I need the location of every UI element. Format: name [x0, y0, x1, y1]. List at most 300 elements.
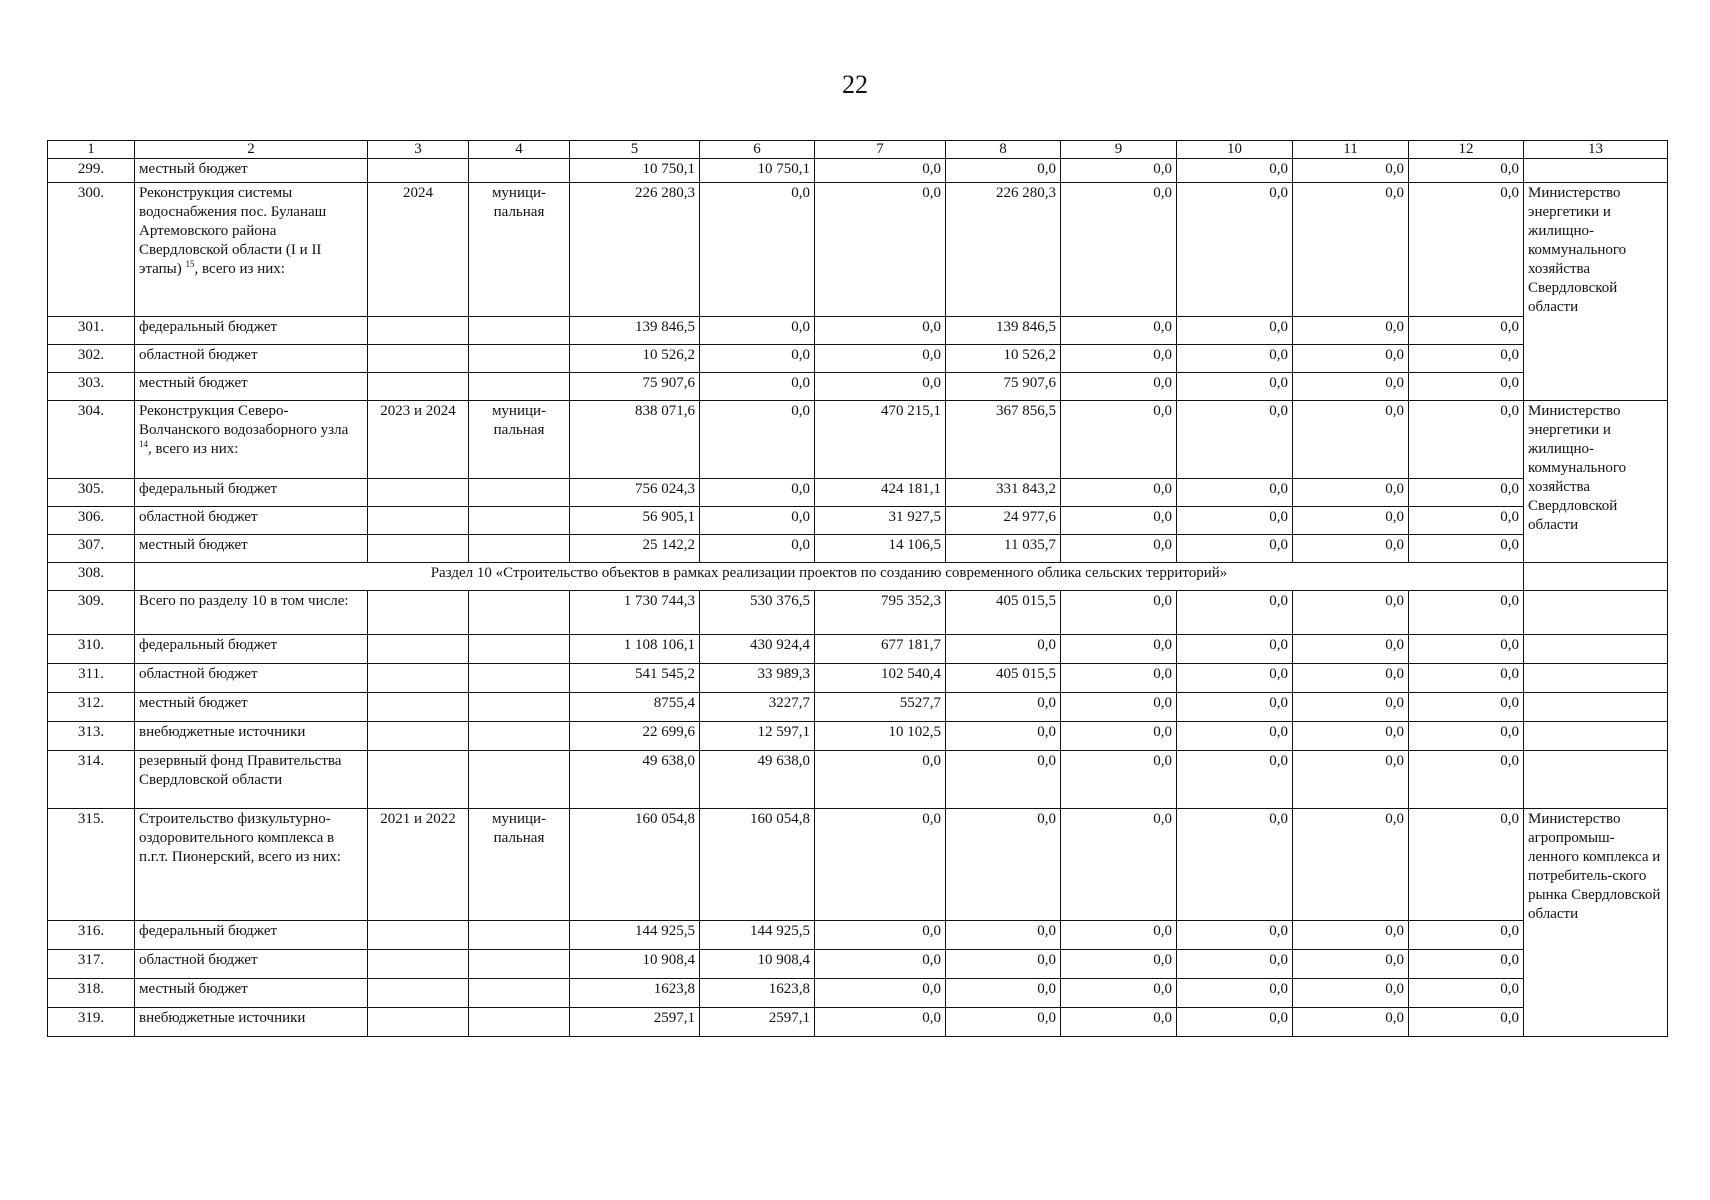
value-col-9: 0,0	[1061, 345, 1177, 373]
value-col-9: 0,0	[1061, 591, 1177, 635]
ownership-cell	[469, 345, 570, 373]
footnote-ref: 15	[185, 259, 195, 269]
value-col-5: 10 750,1	[570, 159, 700, 183]
table-row	[48, 345, 1668, 373]
value-col-12: 0,0	[1409, 809, 1524, 921]
row-number: 305.	[48, 479, 135, 507]
value-col-7: 0,0	[815, 159, 946, 183]
period-cell	[368, 373, 469, 401]
column-number: 5	[570, 141, 700, 159]
empty-cell	[1524, 159, 1668, 183]
period-cell	[368, 635, 469, 664]
item-name	[135, 950, 368, 979]
ownership-cell: муници-пальная	[469, 809, 570, 921]
value-col-9: 0,0	[1061, 722, 1177, 751]
value-col-8: 0,0	[946, 722, 1061, 751]
value-col-11: 0,0	[1293, 183, 1409, 317]
empty-cell	[1524, 635, 1668, 664]
value-col-9: 0,0	[1061, 535, 1177, 563]
value-col-9: 0,0	[1061, 751, 1177, 809]
value-col-9: 0,0	[1061, 401, 1177, 479]
value-col-9: 0,0	[1061, 479, 1177, 507]
value-col-7: 5527,7	[815, 693, 946, 722]
table-row	[48, 159, 1668, 183]
value-col-9: 0,0	[1061, 921, 1177, 950]
table-row	[48, 1008, 1668, 1037]
table-row	[48, 479, 1668, 507]
row-number: 306.	[48, 507, 135, 535]
value-col-11: 0,0	[1293, 1008, 1409, 1037]
row-number: 316.	[48, 921, 135, 950]
column-number: 13	[1524, 141, 1668, 159]
value-col-10: 0,0	[1177, 591, 1293, 635]
item-name	[135, 635, 368, 664]
value-col-8: 11 035,7	[946, 535, 1061, 563]
value-col-9: 0,0	[1061, 183, 1177, 317]
value-col-10: 0,0	[1177, 345, 1293, 373]
value-col-7: 10 102,5	[815, 722, 946, 751]
period-cell	[368, 693, 469, 722]
item-name-tail: , всего из них:	[148, 441, 239, 457]
value-col-5: 1 730 744,3	[570, 591, 700, 635]
value-col-9: 0,0	[1061, 1008, 1177, 1037]
value-col-10: 0,0	[1177, 1008, 1293, 1037]
value-col-11: 0,0	[1293, 722, 1409, 751]
item-name-text: федеральный бюджет	[139, 319, 278, 335]
value-col-5: 75 907,6	[570, 373, 700, 401]
value-col-6: 530 376,5	[700, 591, 815, 635]
ownership-cell	[469, 693, 570, 722]
item-name	[135, 722, 368, 751]
value-col-5: 22 699,6	[570, 722, 700, 751]
ownership-cell	[469, 950, 570, 979]
table-row	[48, 401, 1668, 479]
value-col-8: 0,0	[946, 921, 1061, 950]
table-row	[48, 693, 1668, 722]
table-row	[48, 535, 1668, 563]
empty-cell	[1524, 693, 1668, 722]
value-col-10: 0,0	[1177, 507, 1293, 535]
value-col-7: 424 181,1	[815, 479, 946, 507]
value-col-11: 0,0	[1293, 373, 1409, 401]
row-number: 309.	[48, 591, 135, 635]
value-col-11: 0,0	[1293, 693, 1409, 722]
value-col-10: 0,0	[1177, 809, 1293, 921]
period-cell	[368, 979, 469, 1008]
value-col-11: 0,0	[1293, 950, 1409, 979]
value-col-7: 0,0	[815, 183, 946, 317]
value-col-6: 0,0	[700, 401, 815, 479]
row-number: 303.	[48, 373, 135, 401]
value-col-6: 0,0	[700, 317, 815, 345]
value-col-12: 0,0	[1409, 159, 1524, 183]
table-row	[48, 809, 1668, 921]
responsible-ministry: Министерство агропромыш-ленного комплекса и потребитель-ского рынка Свердловской области	[1524, 809, 1668, 1037]
value-col-6: 10 908,4	[700, 950, 815, 979]
value-col-10: 0,0	[1177, 159, 1293, 183]
row-number: 312.	[48, 693, 135, 722]
empty-cell	[1524, 664, 1668, 693]
value-col-5: 838 071,6	[570, 401, 700, 479]
value-col-11: 0,0	[1293, 535, 1409, 563]
value-col-8: 75 907,6	[946, 373, 1061, 401]
value-col-5: 541 545,2	[570, 664, 700, 693]
ownership-cell	[469, 373, 570, 401]
value-col-7: 0,0	[815, 1008, 946, 1037]
item-name-text: федеральный бюджет	[139, 923, 278, 939]
value-col-6: 0,0	[700, 183, 815, 317]
value-col-6: 0,0	[700, 507, 815, 535]
value-col-6: 10 750,1	[700, 159, 815, 183]
ownership-cell	[469, 635, 570, 664]
ownership-cell	[469, 722, 570, 751]
item-name	[135, 693, 368, 722]
item-name	[135, 664, 368, 693]
value-col-6: 430 924,4	[700, 635, 815, 664]
row-number: 307.	[48, 535, 135, 563]
value-col-12: 0,0	[1409, 1008, 1524, 1037]
value-col-9: 0,0	[1061, 693, 1177, 722]
value-col-5: 226 280,3	[570, 183, 700, 317]
row-number: 299.	[48, 159, 135, 183]
item-name	[135, 979, 368, 1008]
item-name-text: резервный фонд Правительства Свердловской области	[139, 753, 342, 788]
value-col-7: 0,0	[815, 751, 946, 809]
item-name-text: федеральный бюджет	[139, 637, 278, 653]
period-cell	[368, 479, 469, 507]
column-number: 10	[1177, 141, 1293, 159]
item-name-tail: , всего из них:	[194, 261, 285, 277]
item-name-text: внебюджетные источники	[139, 724, 306, 740]
period-cell	[368, 345, 469, 373]
value-col-6: 2597,1	[700, 1008, 815, 1037]
value-col-12: 0,0	[1409, 479, 1524, 507]
period-cell	[368, 317, 469, 345]
empty-cell	[1524, 722, 1668, 751]
value-col-12: 0,0	[1409, 507, 1524, 535]
value-col-8: 10 526,2	[946, 345, 1061, 373]
value-col-9: 0,0	[1061, 507, 1177, 535]
period-cell: 2023 и 2024	[368, 401, 469, 479]
row-number: 311.	[48, 664, 135, 693]
ownership-cell: муници-пальная	[469, 401, 570, 479]
value-col-11: 0,0	[1293, 401, 1409, 479]
responsible-ministry: Министерство энергетики и жилищно-коммунального хозяйства Свердловской области	[1524, 183, 1668, 401]
item-name	[135, 183, 368, 317]
value-col-10: 0,0	[1177, 373, 1293, 401]
item-name-text: областной бюджет	[139, 509, 258, 525]
table-row	[48, 563, 1668, 591]
responsible-ministry: Министерство энергетики и жилищно-коммунального хозяйства Свердловской области	[1524, 401, 1668, 563]
value-col-10: 0,0	[1177, 722, 1293, 751]
item-name	[135, 345, 368, 373]
item-name-text: местный бюджет	[139, 161, 248, 177]
ownership-cell	[469, 479, 570, 507]
period-cell: 2021 и 2022	[368, 809, 469, 921]
period-cell	[368, 1008, 469, 1037]
row-number: 302.	[48, 345, 135, 373]
value-col-5: 160 054,8	[570, 809, 700, 921]
table-row	[48, 317, 1668, 345]
ownership-cell	[469, 535, 570, 563]
value-col-5: 1623,8	[570, 979, 700, 1008]
row-number: 317.	[48, 950, 135, 979]
column-number-row	[48, 141, 1668, 159]
column-number: 9	[1061, 141, 1177, 159]
value-col-9: 0,0	[1061, 317, 1177, 345]
value-col-11: 0,0	[1293, 635, 1409, 664]
empty-cell	[1524, 751, 1668, 809]
value-col-10: 0,0	[1177, 921, 1293, 950]
value-col-6: 1623,8	[700, 979, 815, 1008]
value-col-11: 0,0	[1293, 591, 1409, 635]
value-col-12: 0,0	[1409, 183, 1524, 317]
value-col-8: 0,0	[946, 809, 1061, 921]
table-row	[48, 979, 1668, 1008]
value-col-9: 0,0	[1061, 809, 1177, 921]
value-col-10: 0,0	[1177, 183, 1293, 317]
value-col-6: 12 597,1	[700, 722, 815, 751]
value-col-8: 367 856,5	[946, 401, 1061, 479]
value-col-8: 405 015,5	[946, 664, 1061, 693]
ownership-cell	[469, 751, 570, 809]
value-col-8: 331 843,2	[946, 479, 1061, 507]
column-number: 12	[1409, 141, 1524, 159]
value-col-8: 139 846,5	[946, 317, 1061, 345]
value-col-10: 0,0	[1177, 664, 1293, 693]
item-name-text: местный бюджет	[139, 375, 248, 391]
ownership-cell	[469, 1008, 570, 1037]
value-col-11: 0,0	[1293, 751, 1409, 809]
item-name-text: федеральный бюджет	[139, 481, 278, 497]
value-col-8: 226 280,3	[946, 183, 1061, 317]
value-col-7: 31 927,5	[815, 507, 946, 535]
value-col-11: 0,0	[1293, 345, 1409, 373]
item-name-text: местный бюджет	[139, 981, 248, 997]
column-number: 3	[368, 141, 469, 159]
item-name-text: местный бюджет	[139, 537, 248, 553]
period-cell	[368, 921, 469, 950]
period-cell	[368, 664, 469, 693]
value-col-5: 2597,1	[570, 1008, 700, 1037]
table-row	[48, 921, 1668, 950]
value-col-8: 24 977,6	[946, 507, 1061, 535]
ownership-cell	[469, 317, 570, 345]
value-col-12: 0,0	[1409, 751, 1524, 809]
ownership-cell	[469, 664, 570, 693]
value-col-12: 0,0	[1409, 345, 1524, 373]
value-col-12: 0,0	[1409, 693, 1524, 722]
value-col-7: 0,0	[815, 809, 946, 921]
value-col-6: 160 054,8	[700, 809, 815, 921]
value-col-12: 0,0	[1409, 722, 1524, 751]
budget-table	[47, 140, 1668, 1037]
item-name-text: Всего по разделу 10 в том числе:	[139, 593, 349, 609]
value-col-9: 0,0	[1061, 979, 1177, 1008]
value-col-12: 0,0	[1409, 664, 1524, 693]
value-col-12: 0,0	[1409, 921, 1524, 950]
value-col-5: 49 638,0	[570, 751, 700, 809]
row-number: 304.	[48, 401, 135, 479]
value-col-11: 0,0	[1293, 979, 1409, 1008]
value-col-11: 0,0	[1293, 809, 1409, 921]
item-name-text: областной бюджет	[139, 666, 258, 682]
item-name-text: областной бюджет	[139, 952, 258, 968]
value-col-6: 0,0	[700, 535, 815, 563]
period-cell	[368, 507, 469, 535]
item-name-text: Строительство физкультурно-оздоровительного комплекса в п.г.т. Пионерский, всего из них:	[139, 811, 341, 865]
value-col-7: 102 540,4	[815, 664, 946, 693]
value-col-11: 0,0	[1293, 664, 1409, 693]
period-cell	[368, 751, 469, 809]
table-row	[48, 950, 1668, 979]
table-row	[48, 373, 1668, 401]
value-col-5: 144 925,5	[570, 921, 700, 950]
value-col-6: 3227,7	[700, 693, 815, 722]
item-name-text: Реконструкция системы водоснабжения пос. Буланаш Артемовского района Свердловской области (I и II этапы)	[139, 185, 327, 277]
item-name-text: внебюджетные источники	[139, 1010, 306, 1026]
value-col-7: 14 106,5	[815, 535, 946, 563]
column-number: 4	[469, 141, 570, 159]
period-cell: 2024	[368, 183, 469, 317]
value-col-8: 0,0	[946, 1008, 1061, 1037]
table-row	[48, 591, 1668, 635]
item-name	[135, 535, 368, 563]
value-col-8: 0,0	[946, 979, 1061, 1008]
value-col-5: 10 908,4	[570, 950, 700, 979]
item-name-text: местный бюджет	[139, 695, 248, 711]
value-col-9: 0,0	[1061, 664, 1177, 693]
item-name	[135, 159, 368, 183]
value-col-12: 0,0	[1409, 979, 1524, 1008]
value-col-5: 10 526,2	[570, 345, 700, 373]
ownership-cell	[469, 591, 570, 635]
value-col-5: 139 846,5	[570, 317, 700, 345]
column-number: 2	[135, 141, 368, 159]
column-number: 7	[815, 141, 946, 159]
value-col-10: 0,0	[1177, 535, 1293, 563]
value-col-9: 0,0	[1061, 373, 1177, 401]
value-col-10: 0,0	[1177, 635, 1293, 664]
item-name	[135, 373, 368, 401]
period-cell	[368, 950, 469, 979]
table-row	[48, 664, 1668, 693]
value-col-8: 0,0	[946, 635, 1061, 664]
value-col-10: 0,0	[1177, 950, 1293, 979]
table-row	[48, 751, 1668, 809]
table-body	[48, 141, 1668, 1037]
item-name	[135, 401, 368, 479]
value-col-11: 0,0	[1293, 317, 1409, 345]
row-number: 310.	[48, 635, 135, 664]
value-col-7: 677 181,7	[815, 635, 946, 664]
value-col-10: 0,0	[1177, 401, 1293, 479]
column-number: 11	[1293, 141, 1409, 159]
ownership-cell	[469, 921, 570, 950]
value-col-12: 0,0	[1409, 535, 1524, 563]
column-number: 8	[946, 141, 1061, 159]
value-col-10: 0,0	[1177, 979, 1293, 1008]
value-col-11: 0,0	[1293, 507, 1409, 535]
period-cell	[368, 591, 469, 635]
value-col-5: 1 108 106,1	[570, 635, 700, 664]
value-col-7: 0,0	[815, 345, 946, 373]
value-col-8: 0,0	[946, 693, 1061, 722]
value-col-12: 0,0	[1409, 373, 1524, 401]
value-col-8: 0,0	[946, 751, 1061, 809]
value-col-7: 0,0	[815, 979, 946, 1008]
value-col-8: 405 015,5	[946, 591, 1061, 635]
value-col-9: 0,0	[1061, 635, 1177, 664]
item-name	[135, 809, 368, 921]
row-number: 300.	[48, 183, 135, 317]
value-col-12: 0,0	[1409, 950, 1524, 979]
value-col-7: 470 215,1	[815, 401, 946, 479]
item-name	[135, 317, 368, 345]
row-number: 308.	[48, 563, 135, 591]
period-cell	[368, 159, 469, 183]
ownership-cell	[469, 159, 570, 183]
value-col-9: 0,0	[1061, 159, 1177, 183]
value-col-5: 56 905,1	[570, 507, 700, 535]
value-col-6: 0,0	[700, 373, 815, 401]
footnote-ref: 14	[139, 439, 148, 449]
row-number: 313.	[48, 722, 135, 751]
item-name-text: областной бюджет	[139, 347, 258, 363]
value-col-6: 33 989,3	[700, 664, 815, 693]
item-name	[135, 921, 368, 950]
value-col-7: 0,0	[815, 921, 946, 950]
value-col-10: 0,0	[1177, 751, 1293, 809]
row-number: 315.	[48, 809, 135, 921]
value-col-9: 0,0	[1061, 950, 1177, 979]
table-row	[48, 722, 1668, 751]
section-title: Раздел 10 «Строительство объектов в рамках реализации проектов по созданию современного облика сельских территорий»	[135, 563, 1524, 591]
value-col-7: 0,0	[815, 373, 946, 401]
table-row	[48, 507, 1668, 535]
item-name	[135, 479, 368, 507]
row-number: 318.	[48, 979, 135, 1008]
value-col-5: 8755,4	[570, 693, 700, 722]
item-name-text: Реконструкция Северо-Волчанского водозаборного узла	[139, 403, 349, 438]
value-col-11: 0,0	[1293, 479, 1409, 507]
value-col-7: 0,0	[815, 950, 946, 979]
table-row	[48, 183, 1668, 317]
value-col-6: 144 925,5	[700, 921, 815, 950]
page-number: 22	[842, 70, 868, 99]
value-col-6: 0,0	[700, 345, 815, 373]
empty-cell	[1524, 563, 1668, 591]
ownership-cell	[469, 979, 570, 1008]
value-col-11: 0,0	[1293, 921, 1409, 950]
row-number: 319.	[48, 1008, 135, 1037]
value-col-12: 0,0	[1409, 635, 1524, 664]
value-col-10: 0,0	[1177, 693, 1293, 722]
value-col-7: 795 352,3	[815, 591, 946, 635]
value-col-12: 0,0	[1409, 317, 1524, 345]
value-col-7: 0,0	[815, 317, 946, 345]
value-col-12: 0,0	[1409, 591, 1524, 635]
ownership-cell: муници-пальная	[469, 183, 570, 317]
row-number: 314.	[48, 751, 135, 809]
column-number: 6	[700, 141, 815, 159]
value-col-11: 0,0	[1293, 159, 1409, 183]
period-cell	[368, 535, 469, 563]
item-name	[135, 507, 368, 535]
value-col-5: 756 024,3	[570, 479, 700, 507]
value-col-8: 0,0	[946, 950, 1061, 979]
ownership-cell	[469, 507, 570, 535]
